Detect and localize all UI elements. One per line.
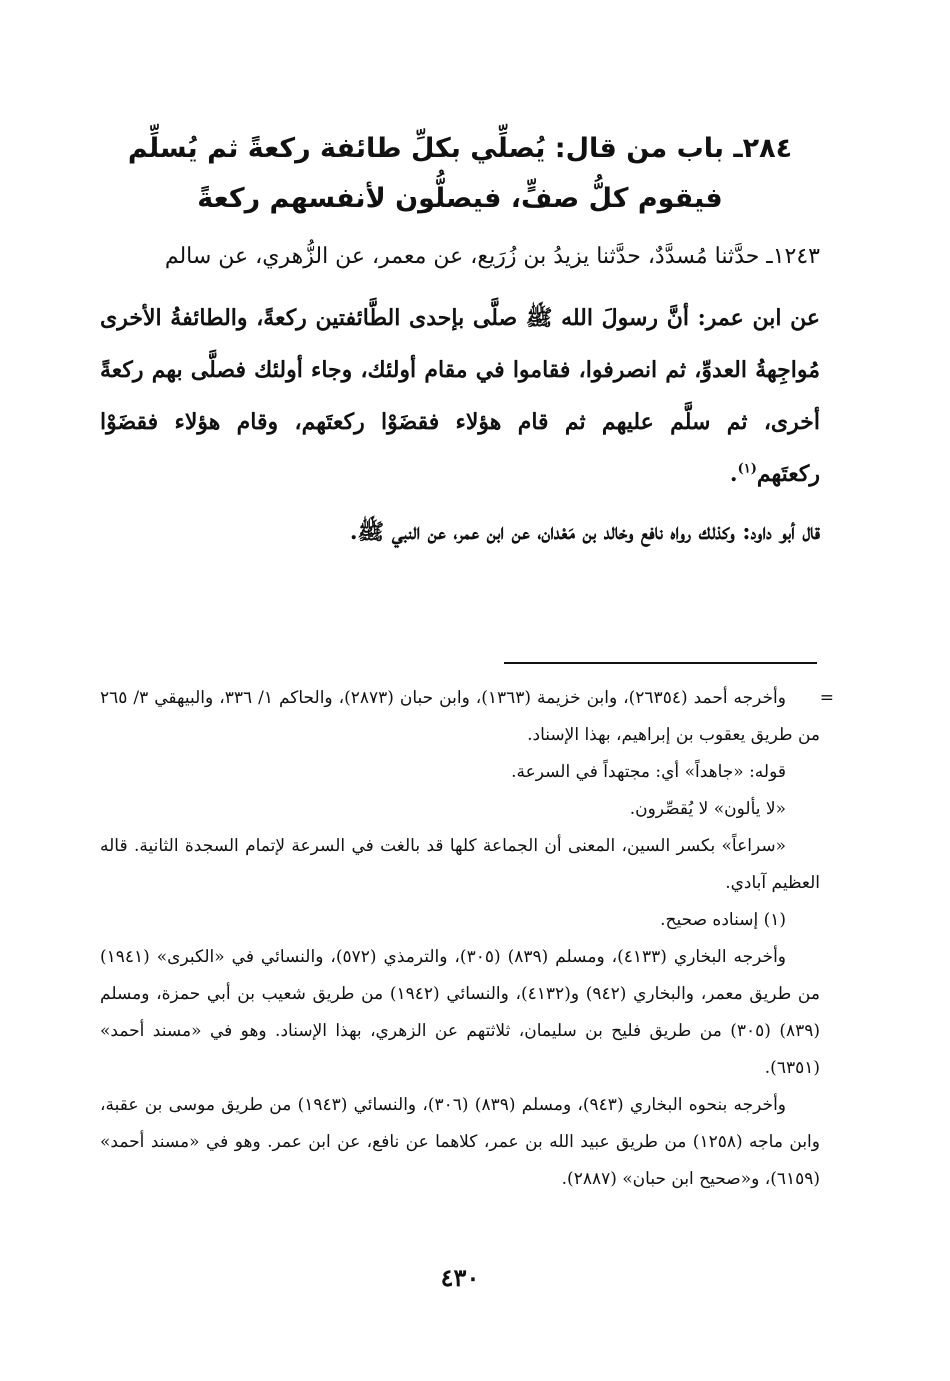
continuation-mark: = [819, 688, 834, 708]
footnote-prev-4: «سراعاً» بكسر السين، المعنى أن الجماعة كلها قد بالغت في السرعة لإتمام السجدة الثانية. قاله العظيم آبادي. [100, 836, 820, 893]
footnote-1-a: وأخرجه البخاري (٤١٣٣)، ومسلم (٨٣٩) (٣٠٥)، والترمذي (٥٧٢)، والنسائي في «الكبرى» (١٩٤١) من طريق معمر، والبخاري (٩٤٢) و(٤١٣٢)، والنسائي (١٩٤٢) من طريق شعيب بن أبي حمزة، ومسلم (٨٣٩) (٣٠٥) من طريق فليح بن سليمان، ثلاثتهم عن الزهري، بهذا الإسناد. وهو في «مسند أحمد» (٦٣٥١). [100, 947, 821, 1078]
footnote-marker-1: (١) [737, 461, 757, 477]
hadith-matn-end: . [729, 461, 738, 487]
chapter-heading-line-2: فيقوم كلُّ صفٍّ، فيصلُّون لأنفسهم ركعةً [197, 183, 723, 214]
footnotes [100, 680, 834, 1198]
hadith-isnad: ١٢٤٣ـ حدَّثنا مُسدَّدٌ، حدَّثنا يزيدُ بن زُرَيع، عن معمر، عن الزُّهري، عن سالم [164, 244, 820, 269]
abu-dawud-comment: قال أبو داود: وكذلك رواه نافع وخالد بن مَعْدان، عن ابن عمر، عن النبي ﷺ. [349, 519, 820, 545]
chapter-heading [100, 124, 820, 224]
footnote-prev-1: وأخرجه أحمد (٢٦٣٥٤)، وابن خزيمة (١٣٦٣)، وابن حبان (٢٨٧٣)، والحاكم ١/ ٣٣٦، والبيهقي ٣/ ٢٦٥ من طريق يعقوب بن إبراهيم، بهذا الإسناد. [100, 688, 820, 745]
footnote-prev-3: «لا يألون» لا يُقصِّرون. [629, 799, 786, 819]
footnote-1-head: (١) إسناده صحيح. [660, 910, 786, 930]
footnote-separator [504, 662, 817, 664]
book-page [100, 0, 834, 1381]
footnote-prev-2: قوله: «جاهداً» أي: مجتهداً في السرعة. [511, 762, 786, 782]
hadith-text [100, 240, 820, 558]
hadith-matn [100, 292, 820, 500]
chapter-heading-line-1: ٢٨٤ـ باب من قال: يُصلِّي بكلِّ طائفة ركعةً ثم يُسلِّم [127, 133, 793, 164]
page-number: ٤٣٠ [440, 1263, 480, 1292]
footnote-1-b: وأخرجه بنحوه البخاري (٩٤٣)، ومسلم (٨٣٩) (٣٠٦)، والنسائي (١٩٤٣) من طريق موسى بن عقبة، وابن ماجه (١٢٥٨) من طريق عبيد الله بن عمر، كلاهما عن نافع، عن ابن عمر. وهو في «مسند أحمد» (٦١٥٩)، و«صحيح ابن حبان» (٢٨٨٧). [100, 1095, 820, 1189]
hadith-matn-text: عن ابن عمر: أنَّ رسولَ الله ﷺ صلَّى بإحدى الطَّائفتين ركعةً، والطائفةُ الأخرى مُواجِهةُ العدوِّ، ثم انصرفوا، فقاموا في مقام أولئك، وجاء أولئك فصلَّى بهم ركعةً أخرى، ثم سلَّم عليهم ثم قام هؤلاء فقضَوْا ركعتَهم، وقام هؤلاء فقضَوْا ركعتَهم [100, 305, 820, 487]
